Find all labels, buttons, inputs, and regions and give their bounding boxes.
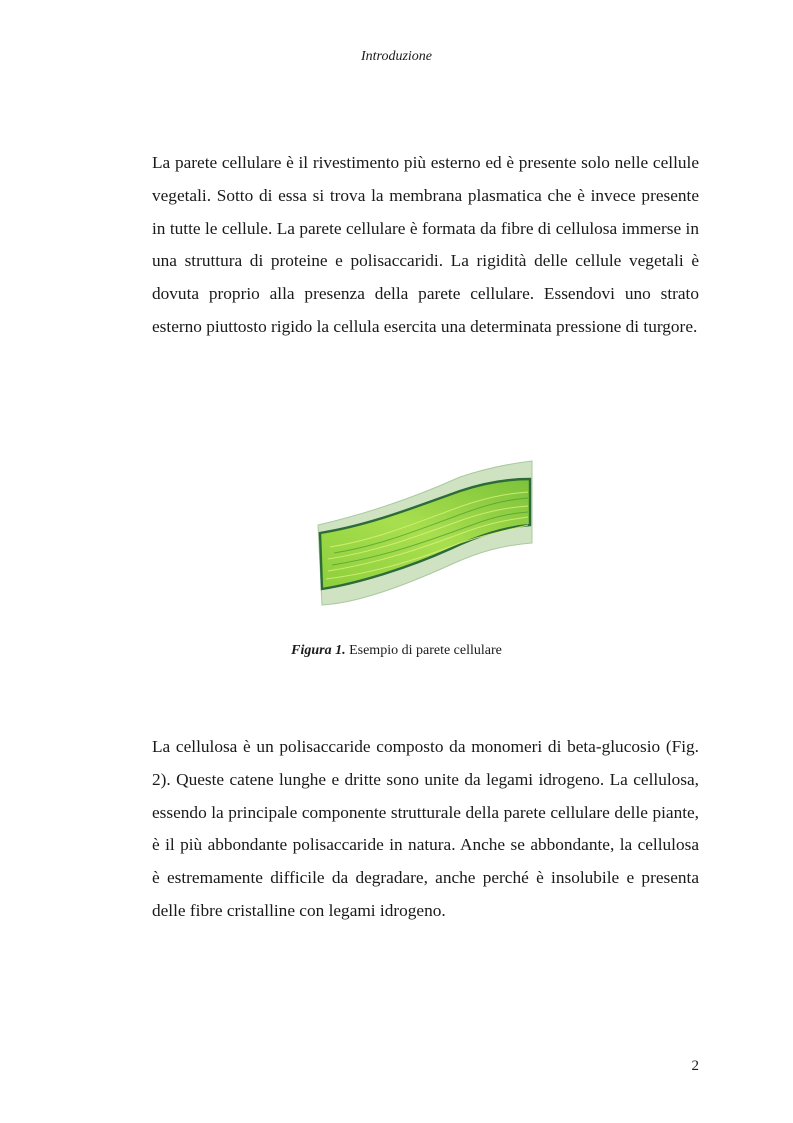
page-number: 2 [691, 1058, 699, 1074]
body-paragraph-2: La cellulosa è un polisaccaride composto da monomeri di beta-glucosio (Fig. 2). Queste catene lunghe e dritte sono unite da legami idrogeno. La cellulosa, essendo la principale componente strutturale della parete cellulare delle piante, è il più abbondante polisaccaride in natura. Anche se abbondante, la cellulosa è estremamente difficile da degradare, anche perché è insolubile e presenta delle fibre cristalline con legami idrogeno. [152, 737, 699, 920]
figure-label: Figura 1. [291, 643, 346, 658]
running-header: Introduzione [360, 49, 433, 64]
cell-wall-illustration [300, 455, 540, 615]
body-paragraph-1: La parete cellulare è il rivestimento più esterno ed è presente solo nelle cellule vegetali. Sotto di essa si trova la membrana plasmatica che è invece presente in tutte le cellule. La parete cellulare è formata da fibre di cellulosa immerse in una struttura di proteine e polisaccaridi. La rigidità delle cellule vegetali è dovuta proprio alla presenza della parete cellulare. Essendovi uno strato esterno piuttosto rigido la cellula esercita una determinata pressione di turgore. [152, 153, 699, 336]
figure-caption [0, 643, 793, 659]
figure-caption-text: Esempio di parete cellulare [349, 643, 502, 658]
cell-wall-figure [300, 455, 540, 615]
